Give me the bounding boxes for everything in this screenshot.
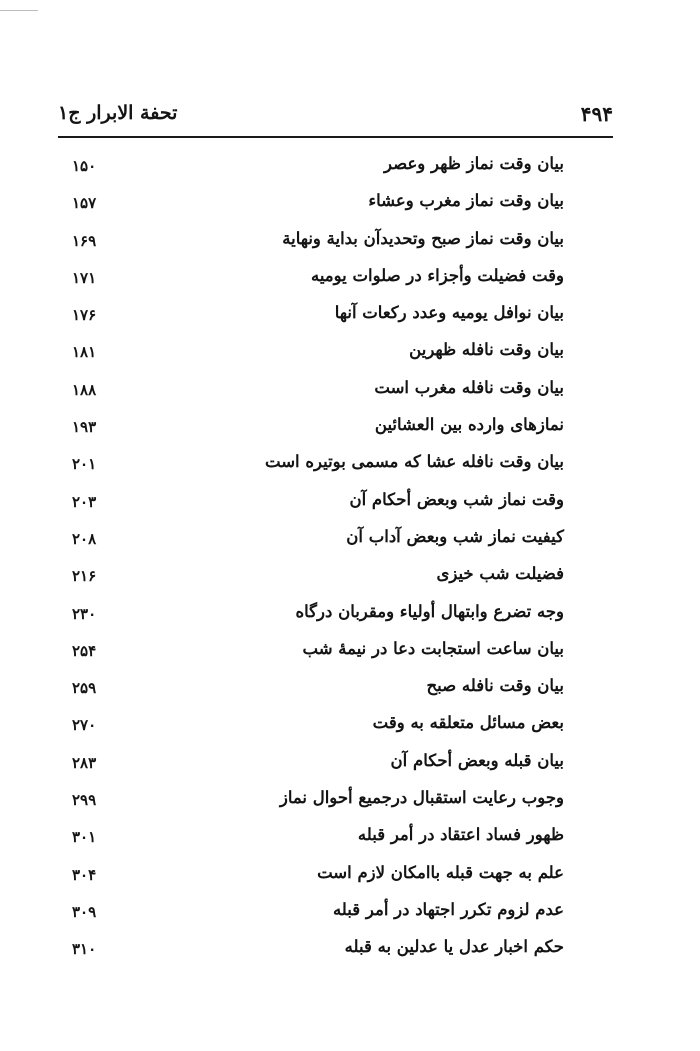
toc-entry-title: ظهور فساد اعتقاد در أمر قبله bbox=[357, 825, 564, 845]
book-title: تحفة الابرار ج۱ bbox=[58, 102, 178, 124]
toc-entry-title: وجوب رعایت استقبال درجمیع أحوال نماز bbox=[279, 788, 564, 808]
toc-entry-title: بیان وقت نافله مغرب است bbox=[374, 377, 564, 397]
toc-entry-page: ۲۹۹ bbox=[72, 791, 97, 810]
toc-entry-page: ۲۰۸ bbox=[72, 529, 97, 548]
toc-entry-title: بیان وقت نماز ظهر وعصر bbox=[384, 154, 564, 173]
toc-entry-page: ۳۰۹ bbox=[72, 902, 97, 921]
toc-entry-title: بیان قبله وبعض أحکام آن bbox=[390, 750, 564, 770]
toc-entry bbox=[72, 521, 564, 558]
toc-entry bbox=[72, 185, 564, 222]
toc-entry bbox=[72, 484, 564, 521]
toc-entry bbox=[72, 372, 564, 409]
toc-entry-page: ۳۱۰ bbox=[72, 940, 97, 959]
toc-entry bbox=[72, 819, 564, 856]
toc-entry-title: حکم اخبار عدل یا عدلین به قبله bbox=[344, 937, 564, 957]
toc-entry-title: نمازهای وارده بین العشائین bbox=[374, 415, 564, 435]
toc-entry-title: بیان وقت نماز مغرب وعشاء bbox=[368, 191, 564, 211]
table-of-contents bbox=[72, 148, 564, 969]
toc-entry-page: ۲۱۶ bbox=[72, 567, 97, 586]
toc-entry-title: بیان ساعت استجابت دعا در نیمهٔ شب bbox=[302, 638, 564, 658]
toc-entry-title: بعض مسائل متعلقه به وقت bbox=[372, 713, 564, 733]
toc-entry-title: بیان نوافل یومیه وعدد رکعات آنها bbox=[334, 303, 564, 323]
toc-entry-page: ۱۷۱ bbox=[72, 268, 97, 287]
toc-entry-title: کیفیت نماز شب وبعض آداب آن bbox=[346, 526, 564, 546]
toc-entry-page: ۱۸۱ bbox=[72, 343, 97, 362]
scan-corner-mark bbox=[0, 10, 38, 11]
toc-entry-page: ۱۶۹ bbox=[72, 231, 97, 250]
toc-entry bbox=[72, 670, 564, 707]
toc-entry-title: فضیلت شب خیزی bbox=[436, 564, 564, 584]
toc-entry-title: وجه تضرع وابتهال أولیاء ومقربان درگاه bbox=[295, 601, 564, 621]
toc-entry-page: ۱۵۷ bbox=[72, 194, 97, 213]
toc-entry-page: ۱۵۰ bbox=[72, 157, 97, 175]
toc-entry bbox=[72, 782, 564, 819]
toc-entry-title: عدم لزوم تکرر اجتهاد در أمر قبله bbox=[332, 899, 564, 919]
toc-entry-page: ۱۷۶ bbox=[72, 306, 97, 325]
toc-entry-title: وقت نماز شب وبعض أحکام آن bbox=[349, 489, 564, 509]
toc-entry-page: ۲۵۴ bbox=[72, 641, 97, 660]
toc-entry bbox=[72, 633, 564, 670]
toc-entry-page: ۲۸۳ bbox=[72, 753, 97, 772]
toc-entry-title: بیان وقت نماز صبح وتحدیدآن بدایة ونهایة bbox=[282, 228, 564, 248]
toc-entry bbox=[72, 558, 564, 595]
toc-entry-page: ۳۰۱ bbox=[72, 828, 97, 847]
page-number: ۴۹۴ bbox=[580, 102, 613, 126]
toc-entry bbox=[72, 931, 564, 968]
toc-entry bbox=[72, 223, 564, 260]
toc-entry bbox=[72, 260, 564, 297]
toc-entry bbox=[72, 894, 564, 931]
toc-entry bbox=[72, 596, 564, 633]
toc-entry-page: ۱۸۸ bbox=[72, 380, 97, 399]
toc-entry-page: ۲۰۱ bbox=[72, 455, 97, 474]
toc-entry-title: بیان وقت نافله ظهرین bbox=[409, 340, 564, 360]
toc-entry bbox=[72, 707, 564, 744]
toc-entry bbox=[72, 334, 564, 371]
toc-entry-page: ۲۳۰ bbox=[72, 604, 97, 623]
toc-entry bbox=[72, 148, 564, 185]
toc-entry bbox=[72, 745, 564, 782]
toc-entry bbox=[72, 409, 564, 446]
toc-entry-title: وقت فضیلت وأجزاء در صلوات یومیه bbox=[310, 265, 564, 285]
toc-entry-title: بیان وقت نافله صبح bbox=[426, 676, 564, 696]
toc-entry bbox=[72, 446, 564, 483]
toc-entry-page: ۲۰۳ bbox=[72, 492, 97, 511]
toc-entry-page: ۱۹۳ bbox=[72, 418, 97, 437]
toc-entry-title: بیان وقت نافله عشا که مسمی بوتیره است bbox=[265, 452, 564, 472]
toc-entry-page: ۳۰۴ bbox=[72, 865, 97, 884]
page-header bbox=[58, 96, 613, 136]
toc-entry-title: علم به جهت قبله باامکان لازم است bbox=[317, 862, 564, 882]
toc-entry bbox=[72, 857, 564, 894]
header-rule bbox=[58, 136, 613, 138]
toc-entry-page: ۲۵۹ bbox=[72, 679, 97, 698]
toc-entry bbox=[72, 297, 564, 334]
toc-entry-page: ۲۷۰ bbox=[72, 716, 97, 735]
